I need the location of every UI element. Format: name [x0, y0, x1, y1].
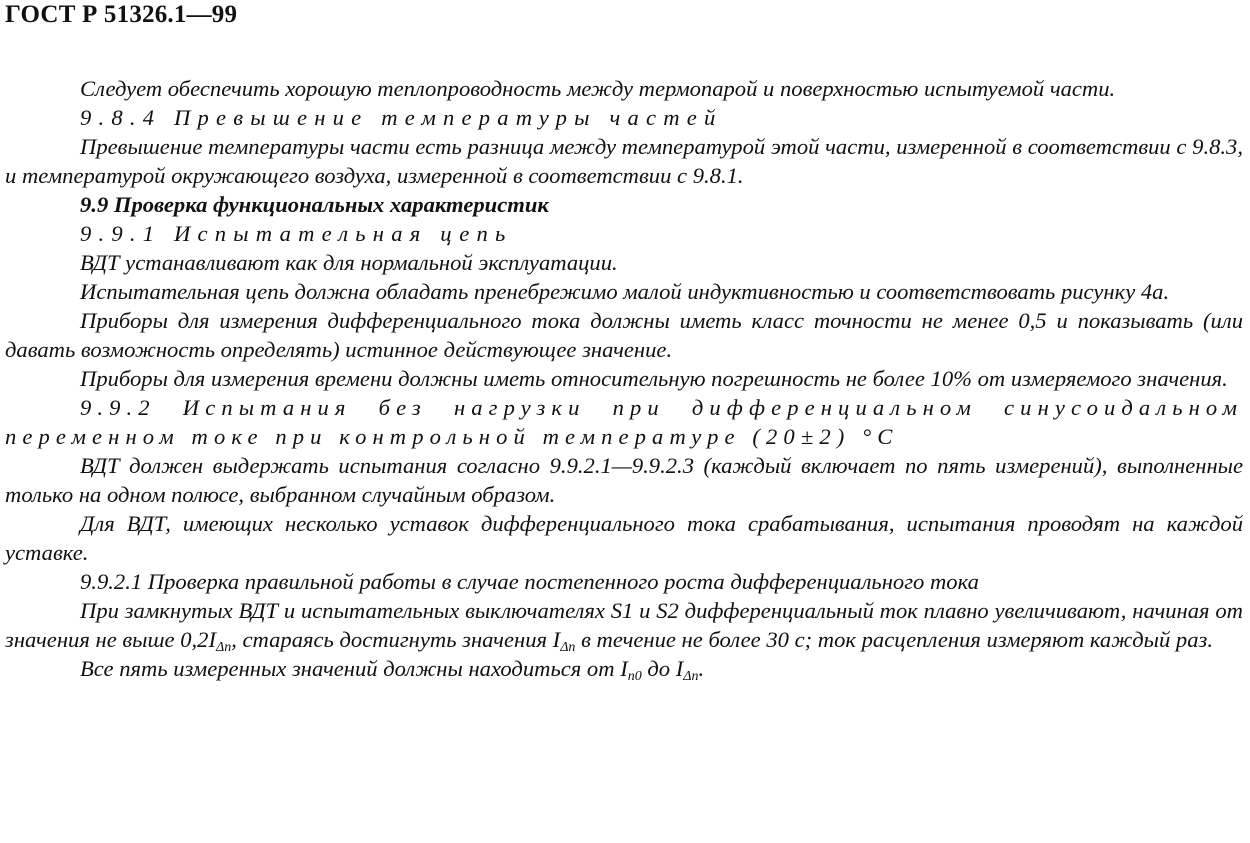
paragraph-test-circuit: Испытательная цепь должна обладать пренебрежимо малой индуктивностью и соответствовать рисунку 4а.	[80, 279, 1170, 304]
symbol-i: I	[208, 627, 216, 652]
symbol-i: I	[675, 656, 684, 681]
section-heading-9-9-2: 9.9.2 Испытания без нагрузки при дифференциальном синусоидальном переменном токе при контрольной температуре (20±2) °С	[5, 395, 1243, 449]
paragraph-current-instruments: Приборы для измерения дифференциального тока должны иметь класс точности не менее 0,5 и показывать (или давать возможность определять) истинное действующее значение.	[5, 308, 1243, 362]
paragraph-temperature-rise: Превышение температуры части есть разница между температурой этой части, измеренной в соответствии с 9.8.3, и температурой окружающего воздуха, измеренной в соответствии с 9.8.1.	[5, 134, 1243, 188]
standard-header: ГОСТ Р 51326.1—99	[5, 1, 238, 28]
paragraph-gradual-increase	[5, 596, 1243, 654]
section-heading-9-8-4: 9.8.4 Превышение температуры частей	[80, 105, 723, 130]
p9-part-a: При замкнутых ВДТ и испытательных выключателях S1 и S2 дифференциальный ток плавно увеличивают, начиная от значения не выше 0,2	[5, 598, 1243, 652]
p10-part-a: Все пять измеренных значений должны находиться от	[80, 656, 615, 681]
subscript-n0: n0	[627, 669, 642, 684]
subscript-delta-n: Δn	[216, 640, 232, 655]
symbol-i: I	[552, 627, 561, 652]
subscript-delta-n: Δn	[560, 640, 576, 655]
paragraph-multiple-settings: Для ВДТ, имеющих несколько уставок дифференциального тока срабатывания, испытания проводят на каждой уставке.	[5, 511, 1243, 565]
p9-part-c: в течение не более 30 с; ток расцепления измеряют каждый раз.	[581, 627, 1213, 652]
paragraph-tests-one-pole: ВДТ должен выдержать испытания согласно 9.9.2.1—9.9.2.3 (каждый включает по пять измерений), выполненные только на одном полюсе, выбранном случайным образом.	[5, 453, 1243, 507]
paragraph-time-instruments: Приборы для измерения времени должны иметь относительную погрешность не более 10% от измеряемого значения.	[80, 366, 1228, 391]
p9-part-b: , стараясь достигнуть значения	[231, 627, 547, 652]
subscript-delta-n: Δn	[683, 669, 699, 684]
section-heading-9-9-2-1: 9.9.2.1 Проверка правильной работы в случае постепенного роста дифференциального тока	[80, 569, 979, 594]
section-heading-9-9-1: 9.9.1 Испытательная цепь	[80, 221, 513, 246]
document-body	[5, 74, 1243, 683]
section-heading-9-9: 9.9 Проверка функциональных характеристик	[80, 192, 549, 217]
paragraph-five-values: Все пять измеренных значений должны находиться от $I_{n0}$ до $I_{\Delta n}$.	[80, 656, 705, 684]
paragraph-thermal-contact: Следует обеспечить хорошую теплопроводность между термопарой и поверхностью испытуемой части.	[80, 76, 1116, 101]
p10-part-b: до	[647, 656, 671, 681]
symbol-i: I	[620, 656, 628, 681]
paragraph-installation: ВДТ устанавливают как для нормальной эксплуатации.	[80, 250, 618, 275]
